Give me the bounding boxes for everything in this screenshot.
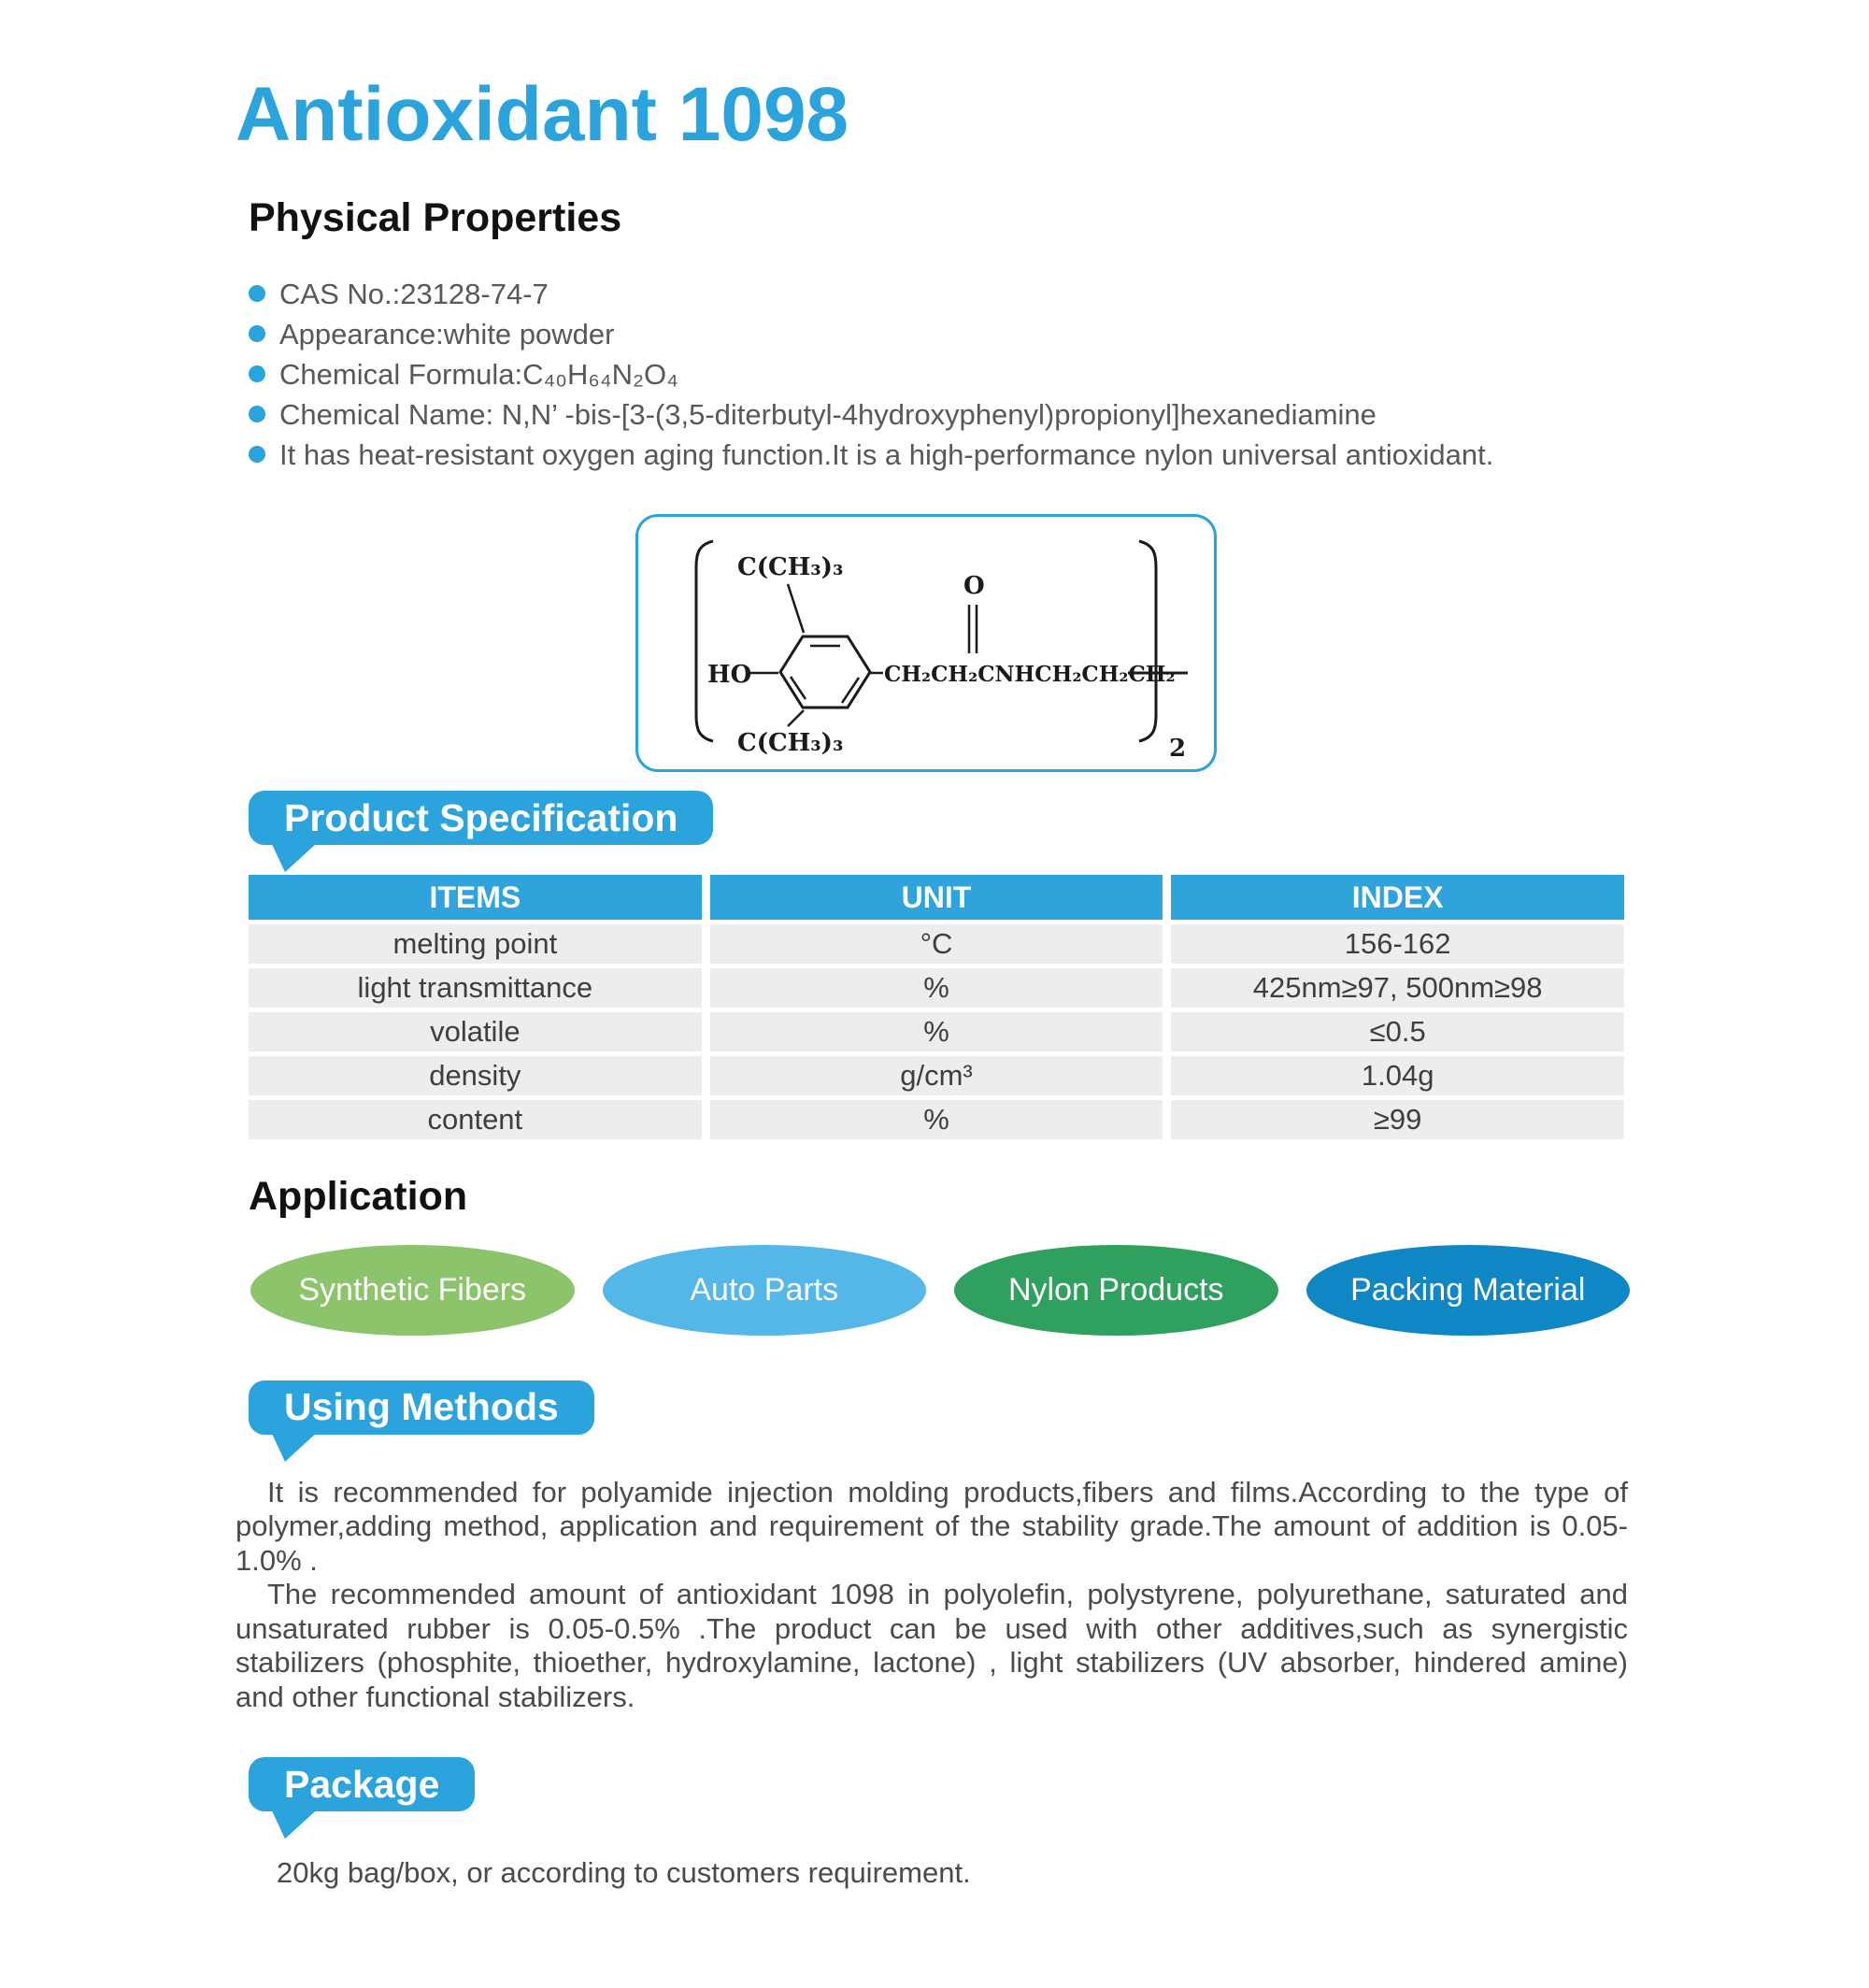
list-item — [249, 314, 1630, 354]
table-header-cell: UNIT — [710, 875, 1163, 920]
table-cell: 425nm≥97, 500nm≥98 — [1171, 968, 1624, 1008]
page-title: Antioxidant 1098 — [235, 72, 849, 157]
left-bracket — [696, 541, 713, 741]
table-header-cell: ITEMS — [249, 875, 702, 920]
banner-label: Using Methods — [249, 1380, 594, 1435]
table-cell: 156-162 — [1171, 924, 1624, 964]
repeat-subscript: 2 — [1169, 735, 1187, 764]
bullet-icon — [249, 446, 265, 463]
table-cell: % — [710, 968, 1163, 1008]
tbutyl-bond-top — [788, 584, 804, 633]
package-note: 20kg bag/box, or according to customers requirement. — [277, 1856, 971, 1890]
oxygen-label: O — [963, 572, 985, 601]
banner-tail — [271, 1809, 318, 1838]
application-heading: Application — [249, 1174, 468, 1220]
double-bond — [842, 678, 859, 703]
bullet-icon — [249, 285, 265, 302]
application-badge: Packing Material — [1306, 1245, 1631, 1336]
property-text: It has heat-resistant oxygen aging function.It is a high-performance nylon universal antioxidant. — [279, 438, 1494, 472]
banner-tail — [271, 1432, 318, 1462]
property-text: Chemical Formula:C₄₀H₆₄N₂O₄ — [279, 358, 678, 392]
list-item — [249, 394, 1630, 435]
bullet-icon — [249, 365, 265, 382]
list-item — [249, 354, 1630, 394]
table-header-cell: INDEX — [1171, 875, 1624, 920]
table-cell: % — [710, 1012, 1163, 1051]
table-cell: content — [249, 1100, 702, 1139]
table-cell: volatile — [249, 1012, 702, 1051]
application-badges — [250, 1245, 1630, 1336]
application-badge: Synthetic Fibers — [250, 1245, 575, 1336]
table-cell: ≤0.5 — [1171, 1012, 1624, 1051]
table-cell: % — [710, 1100, 1163, 1139]
bullet-icon — [249, 406, 265, 422]
table-cell: density — [249, 1056, 702, 1095]
tbutyl-label-bottom: C(CH₃)₃ — [737, 729, 844, 758]
physical-properties-heading: Physical Properties — [249, 195, 622, 241]
tbutyl-bond-bottom — [788, 710, 804, 726]
paragraph: The recommended amount of antioxidant 1098 in polyolefin, polystyrene, polyurethane, saturated and unsaturated rubber is 0.05-0.5% .The product can be used with other additives,such as synergistic stabilizers (phosphite, thioether, hydroxylamine, lactone) , light stabilizers (UV absorber, hindered amine) and other functional stabilizers. — [235, 1578, 1628, 1713]
table-cell: °C — [710, 924, 1163, 964]
application-badge: Nylon Products — [954, 1245, 1278, 1336]
table-cell: ≥99 — [1171, 1100, 1624, 1139]
bullet-icon — [249, 325, 265, 342]
application-badge: Auto Parts — [603, 1245, 927, 1336]
using-methods-banner — [249, 1380, 1630, 1435]
hydroxyl-label: HO — [707, 661, 752, 690]
banner-label: Package — [249, 1757, 475, 1811]
paragraph: It is recommended for polyamide injection molding products,fibers and films.According to the type of polymer,adding method, application and requirement of the stability grade.The amount of addition is 0.05-1.0% . — [235, 1475, 1628, 1577]
table-cell: 1.04g — [1171, 1056, 1624, 1095]
property-text: CAS No.:23128-74-7 — [279, 278, 549, 311]
product-specification-banner — [249, 791, 1630, 845]
physical-properties-list — [249, 274, 1630, 475]
double-bond — [791, 677, 806, 699]
list-item — [249, 435, 1630, 475]
banner-tail — [271, 842, 318, 872]
banner-label: Product Specification — [249, 791, 713, 845]
product-specification-table — [249, 875, 1624, 1139]
using-methods-text — [235, 1476, 1628, 1715]
chain-label: CH₂CH₂CNHCH₂CH₂CH₂ — [884, 662, 1176, 688]
list-item — [249, 274, 1630, 314]
chemical-structure-figure — [635, 514, 1217, 772]
package-banner — [249, 1757, 1630, 1811]
table-cell: g/cm³ — [710, 1056, 1163, 1095]
right-bracket — [1139, 541, 1156, 741]
tbutyl-label-top: C(CH₃)₃ — [737, 553, 844, 582]
property-text: Appearance:white powder — [279, 318, 615, 351]
chemical-structure-drawing — [638, 517, 1214, 769]
table-cell: light transmittance — [249, 968, 702, 1008]
benzene-ring — [780, 636, 870, 708]
table-cell: melting point — [249, 924, 702, 964]
property-text: Chemical Name: N,N’ -bis-[3-(3,5-diterbutyl-4hydroxyphenyl)propionyl]hexanediamine — [279, 398, 1377, 432]
